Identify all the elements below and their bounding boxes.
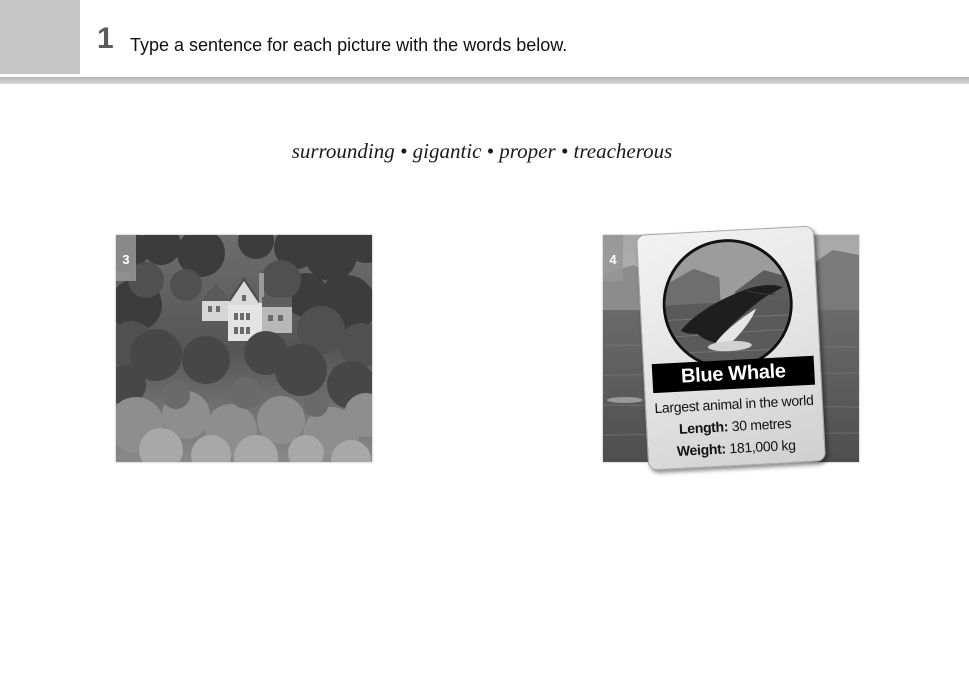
picture-number-badge: 4 — [603, 235, 623, 281]
weight-label: Weight: — [676, 440, 727, 459]
header-divider — [0, 77, 969, 84]
whale-fact-card — [636, 226, 826, 471]
house-forest-image — [116, 235, 372, 462]
length-value: 30 metres — [731, 414, 792, 435]
exercise-instruction: Type a sentence for each picture with the words below. — [130, 35, 568, 55]
length-label: Length: — [678, 418, 729, 437]
whale-photo-circle — [659, 236, 796, 373]
fact-card-length — [647, 413, 824, 438]
exercise-header — [0, 0, 969, 80]
fact-card-weight — [648, 435, 825, 460]
whale-icon — [663, 239, 793, 369]
weight-value: 181,000 kg — [728, 436, 796, 457]
fact-card-title: Blue Whale — [652, 356, 815, 393]
word-list: surrounding • gigantic • proper • treacherous — [291, 139, 673, 163]
exercise-number: 1 — [97, 22, 114, 55]
picture-3 — [116, 235, 372, 462]
fact-card-description: Largest animal in the world — [654, 391, 814, 417]
header-color-block — [0, 0, 80, 74]
picture-number-badge: 3 — [116, 235, 136, 281]
